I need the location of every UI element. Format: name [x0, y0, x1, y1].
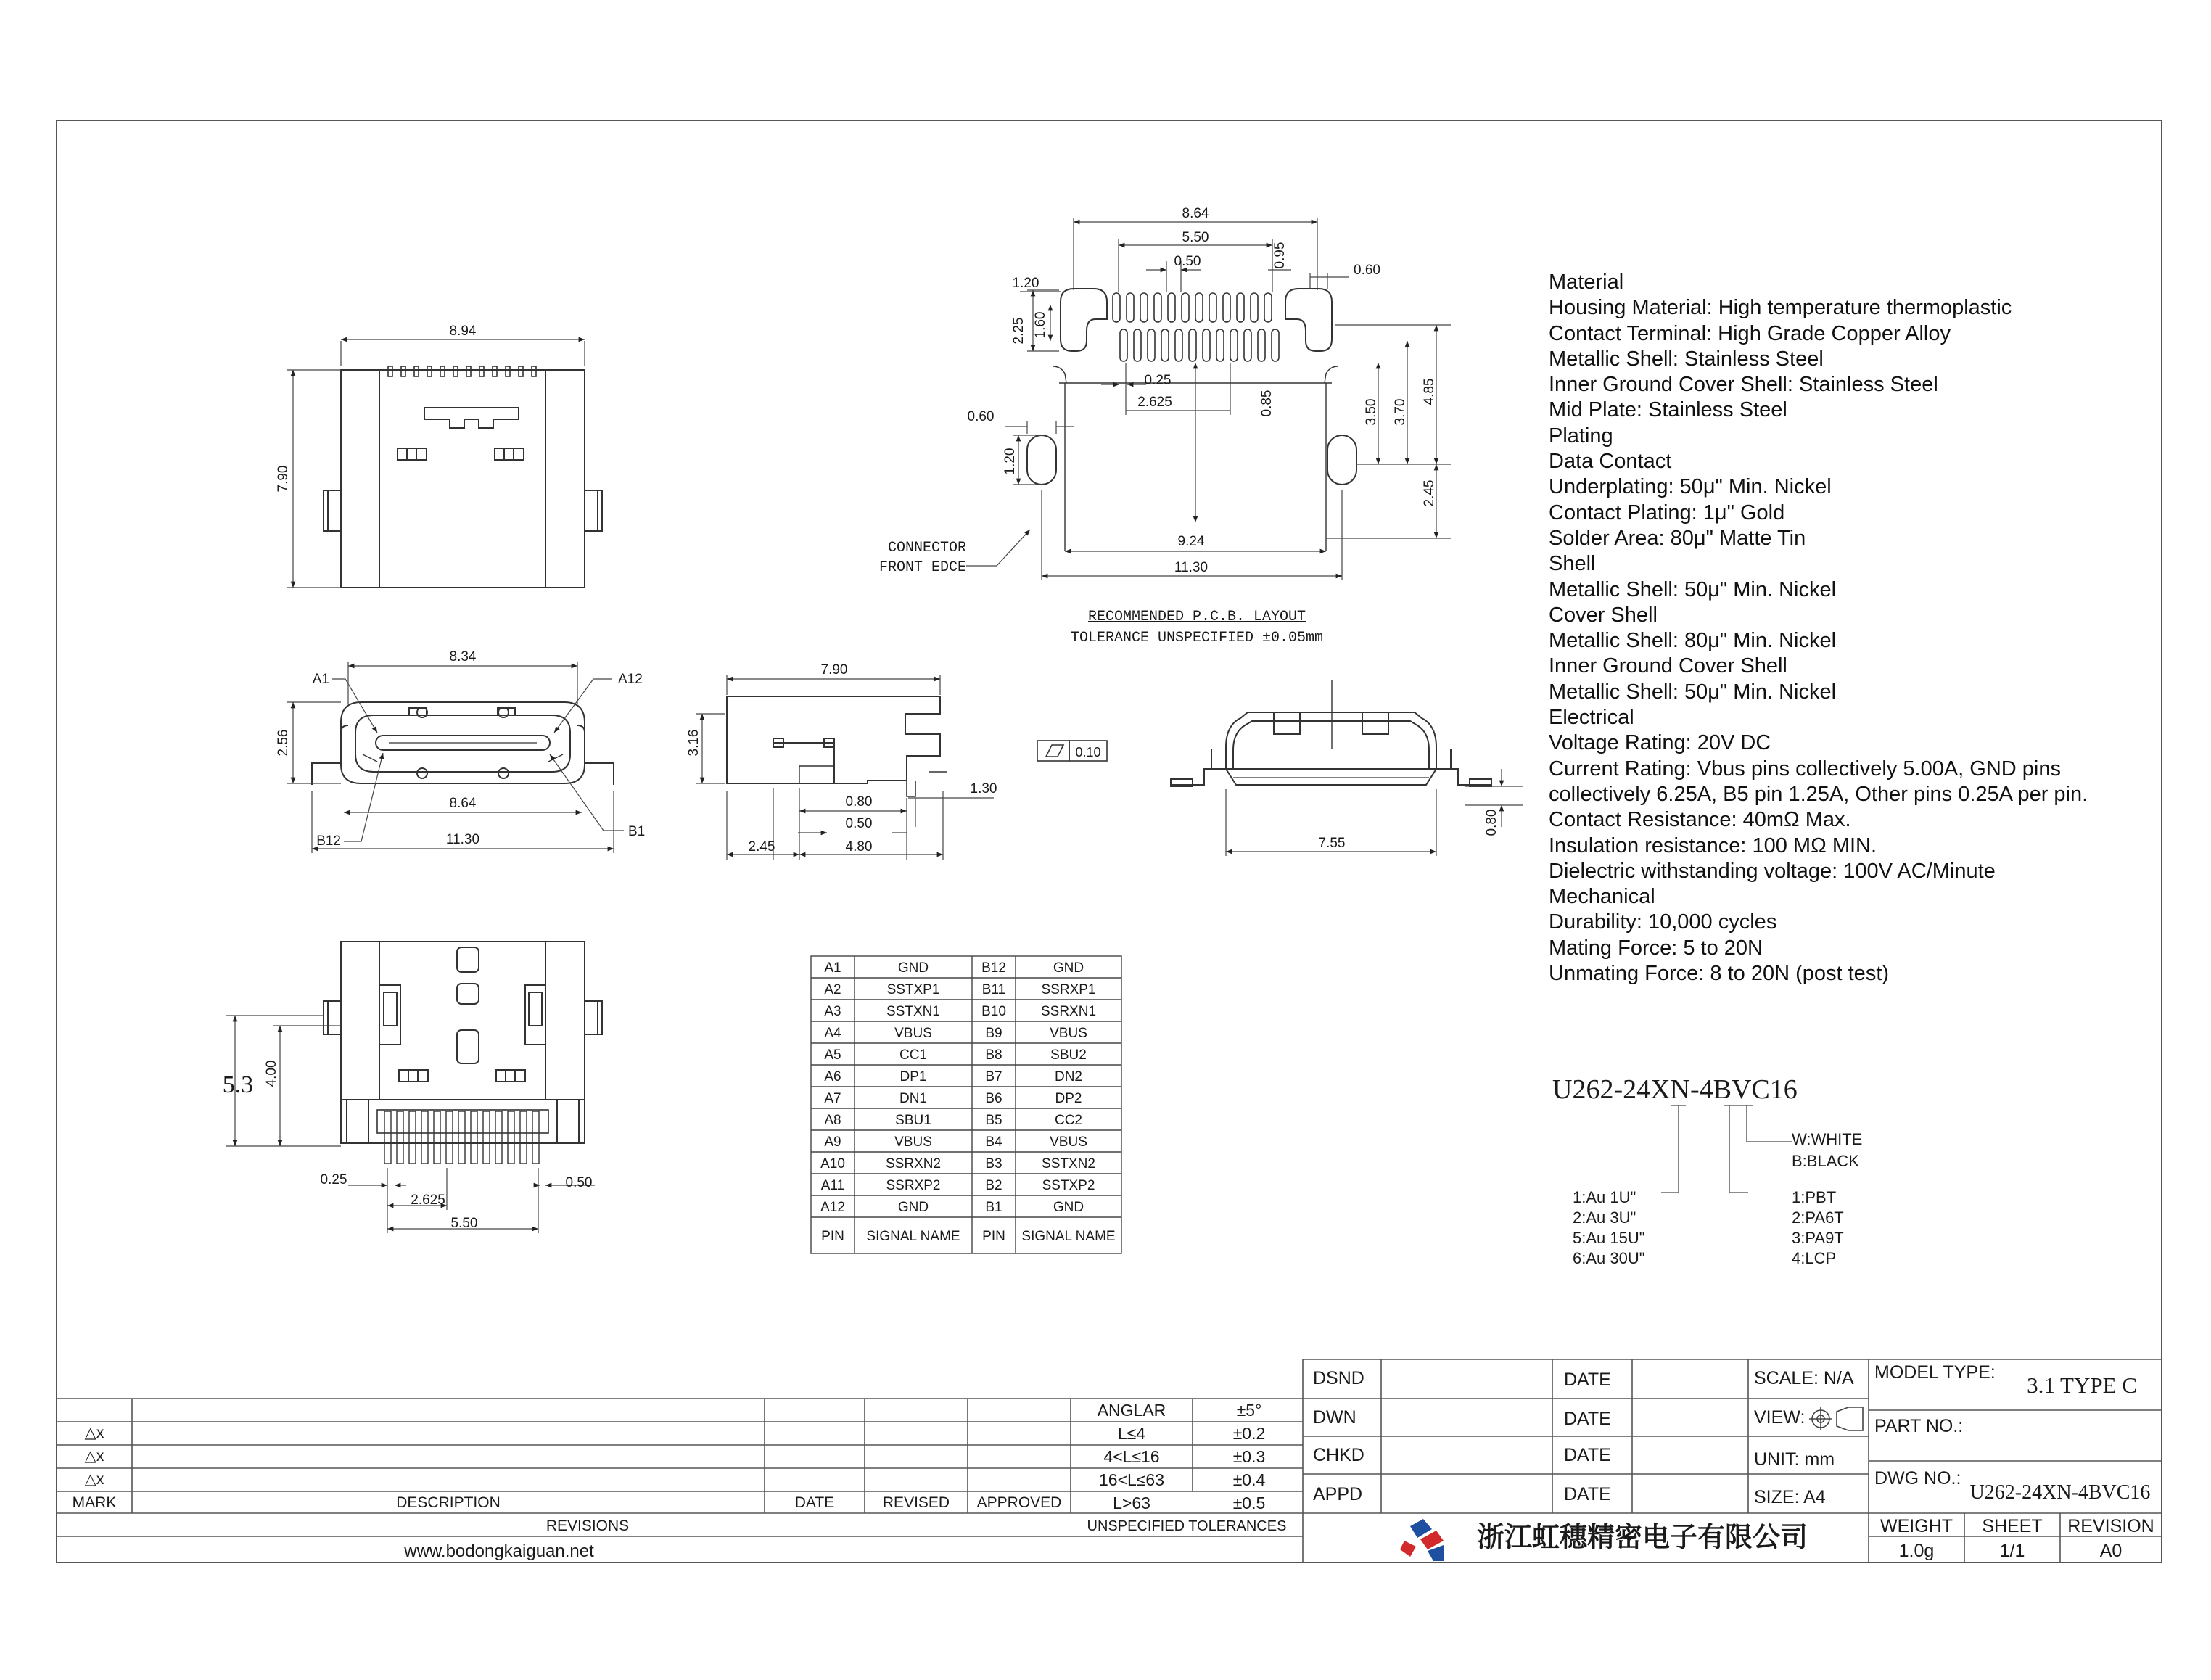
pcb-tolerance-note: TOLERANCE UNSPECIFIED ±0.05mm [1070, 630, 1324, 646]
svg-text:B3: B3 [985, 1156, 1002, 1172]
svg-text:PIN: PIN [982, 1229, 1005, 1244]
svg-text:5:Au 15U": 5:Au 15U" [1573, 1229, 1645, 1247]
svg-text:SBU1: SBU1 [895, 1113, 931, 1128]
spec-line: Metallic Shell: 50μ" Min. Nickel [1549, 680, 1837, 704]
svg-text:△x: △x [84, 1425, 104, 1441]
dim-right-height: 0.80 [1484, 809, 1499, 836]
svg-text:U262-24XN-4BVC16: U262-24XN-4BVC16 [1969, 1481, 2151, 1504]
right-view-dims [1226, 769, 1523, 856]
svg-text:1.30: 1.30 [970, 781, 997, 796]
svg-text:VBUS: VBUS [894, 1135, 932, 1150]
svg-text:DN1: DN1 [899, 1091, 928, 1106]
pin-table [820, 960, 1115, 1244]
part-code-options [1573, 1130, 1862, 1267]
svg-text:2.25: 2.25 [1011, 317, 1026, 345]
company-logo [1400, 1519, 1444, 1561]
svg-text:2.56: 2.56 [276, 729, 291, 757]
spec-line: Plating [1549, 424, 1613, 448]
spec-line: Mechanical [1549, 885, 1655, 909]
svg-text:3.1 TYPE C: 3.1 TYPE C [2027, 1372, 2137, 1398]
svg-text:B8: B8 [985, 1047, 1002, 1063]
spec-line: Data Contact [1549, 450, 1672, 474]
svg-text:0.60: 0.60 [1354, 263, 1380, 278]
svg-text:11.30: 11.30 [1174, 560, 1209, 575]
svg-text:A1: A1 [824, 960, 841, 976]
website: www.bodongkaiguan.net [404, 1541, 594, 1561]
svg-text:APPROVED: APPROVED [976, 1494, 1062, 1511]
spec-line: Cover Shell [1549, 603, 1658, 627]
pin-table-header [821, 1229, 1115, 1244]
specification-list [1549, 270, 2173, 987]
svg-text:0.50: 0.50 [565, 1175, 593, 1190]
front-view [312, 702, 614, 785]
svg-text:DN2: DN2 [1054, 1069, 1083, 1084]
svg-text:8.64: 8.64 [1182, 206, 1209, 221]
svg-text:2:Au 3U": 2:Au 3U" [1573, 1208, 1636, 1227]
spec-line: Metallic Shell: 80μ" Min. Nickel [1549, 629, 1837, 653]
svg-text:WEIGHT: WEIGHT [1880, 1516, 1953, 1536]
svg-text:0.95: 0.95 [1272, 242, 1288, 269]
svg-text:△x: △x [84, 1448, 104, 1465]
svg-text:A7: A7 [824, 1091, 841, 1106]
svg-text:B12: B12 [981, 960, 1006, 976]
svg-text:PART NO.:: PART NO.: [1874, 1416, 1964, 1436]
side-view [727, 696, 947, 796]
svg-text:GND: GND [897, 1200, 929, 1215]
pin-row [824, 960, 1084, 976]
spec-line: Mid Plate: Stainless Steel [1549, 398, 1787, 422]
svg-text:DSND: DSND [1313, 1368, 1364, 1388]
spec-line: Durability: 10,000 cycles [1549, 910, 1777, 934]
svg-text:1.0g: 1.0g [1898, 1541, 1935, 1561]
dim-top-width: 8.94 [449, 324, 477, 339]
svg-text:DATE: DATE [1564, 1409, 1611, 1429]
pcb-dim-labels [968, 206, 1437, 575]
svg-text:A9: A9 [824, 1135, 841, 1150]
svg-text:UNIT: mm: UNIT: mm [1754, 1449, 1835, 1470]
svg-text:6:Au 30U": 6:Au 30U" [1573, 1249, 1645, 1267]
svg-text:0.50: 0.50 [845, 816, 873, 831]
svg-text:4.80: 4.80 [845, 839, 873, 855]
svg-text:16<L≤63: 16<L≤63 [1098, 1470, 1165, 1489]
svg-text:DWG NO.:: DWG NO.: [1874, 1468, 1961, 1488]
svg-text:ANGLAR: ANGLAR [1097, 1401, 1166, 1420]
svg-text:1:Au 1U": 1:Au 1U" [1573, 1188, 1636, 1206]
svg-text:B2: B2 [985, 1178, 1002, 1193]
svg-text:A1: A1 [312, 672, 329, 687]
svg-text:5.3: 5.3 [222, 1071, 254, 1098]
pcb-layout [1027, 289, 1356, 551]
spec-line: Material [1549, 271, 1624, 294]
svg-text:DATE: DATE [1564, 1484, 1611, 1504]
side-view-dims [696, 675, 994, 860]
tolerance-table [1087, 1401, 1287, 1534]
pin-row [824, 1091, 1082, 1106]
svg-text:REVISION: REVISION [2067, 1516, 2154, 1536]
svg-text:B12: B12 [316, 833, 341, 849]
spec-line: Metallic Shell: Stainless Steel [1549, 347, 1824, 371]
svg-text:SSTXP2: SSTXP2 [1042, 1178, 1095, 1193]
svg-text:3.70: 3.70 [1393, 398, 1408, 426]
view-projection-icon [1809, 1407, 1863, 1430]
svg-text:A0: A0 [2099, 1541, 2123, 1561]
svg-text:8.64: 8.64 [449, 796, 477, 811]
svg-text:SSTXP1: SSTXP1 [886, 982, 940, 997]
svg-text:DESCRIPTION: DESCRIPTION [396, 1494, 501, 1511]
pin-row [824, 982, 1095, 997]
spec-line: Contact Terminal: High Grade Copper Alloy [1549, 321, 1951, 345]
spec-line: Contact Plating: 1μ" Gold [1549, 501, 1785, 524]
spec-line: Housing Material: High temperature thermoplastic [1549, 296, 2012, 320]
svg-text:SSRXP2: SSRXP2 [886, 1178, 941, 1193]
svg-text:VIEW:: VIEW: [1754, 1407, 1806, 1428]
svg-text:B4: B4 [985, 1135, 1002, 1150]
svg-text:3:PA9T: 3:PA9T [1792, 1229, 1844, 1247]
title-block-text [1313, 1362, 2154, 1561]
top-view-dims [287, 339, 585, 588]
spec-line: Dielectric withstanding voltage: 100V AC/Minute [1549, 859, 1996, 883]
svg-text:0.50: 0.50 [1174, 254, 1201, 269]
svg-text:A11: A11 [820, 1178, 845, 1193]
svg-text:SIZE: A4: SIZE: A4 [1754, 1487, 1826, 1507]
svg-text:A6: A6 [824, 1069, 841, 1084]
svg-text:W:WHITE: W:WHITE [1792, 1130, 1863, 1148]
side-view-labels [686, 662, 997, 855]
spec-line: Electrical [1549, 706, 1634, 730]
flatness-value: 0.10 [1075, 745, 1101, 759]
svg-text:±0.3: ±0.3 [1232, 1447, 1266, 1466]
svg-text:2.625: 2.625 [1137, 395, 1172, 410]
pin-row [824, 1069, 1082, 1084]
front-view-labels [276, 649, 645, 849]
top-view [324, 366, 602, 588]
spec-line: Solder Area: 80μ" Matte Tin [1549, 526, 1806, 550]
pin-row [824, 1113, 1082, 1128]
part-code: U262-24XN-4BVC16 [1552, 1074, 1798, 1105]
svg-text:2:PA6T: 2:PA6T [1792, 1208, 1844, 1227]
svg-text:DWN: DWN [1313, 1407, 1356, 1428]
svg-text:SBU2: SBU2 [1050, 1047, 1087, 1063]
svg-text:DATE: DATE [1564, 1370, 1611, 1390]
svg-text:B1: B1 [628, 824, 646, 839]
dim-right-width: 7.55 [1318, 836, 1346, 851]
svg-text:5.50: 5.50 [450, 1216, 478, 1231]
svg-text:DATE: DATE [1564, 1445, 1611, 1465]
dim-top-height: 7.90 [276, 465, 291, 493]
svg-text:MARK: MARK [72, 1494, 117, 1511]
svg-text:B11: B11 [981, 982, 1006, 997]
svg-text:A12: A12 [820, 1200, 845, 1215]
svg-text:SHEET: SHEET [1982, 1516, 2043, 1536]
svg-text:GND: GND [897, 960, 929, 976]
spec-line: Unmating Force: 8 to 20N (post test) [1549, 962, 1890, 986]
svg-text:CC1: CC1 [899, 1047, 928, 1063]
svg-text:±0.4: ±0.4 [1232, 1470, 1266, 1489]
svg-text:SSRXP1: SSRXP1 [1041, 982, 1096, 997]
spec-line: Shell [1549, 552, 1596, 576]
svg-text:REVISIONS: REVISIONS [545, 1518, 630, 1534]
svg-text:±5°: ±5° [1236, 1401, 1262, 1420]
svg-text:SCALE: N/A: SCALE: N/A [1754, 1368, 1854, 1388]
svg-text:1.20: 1.20 [1012, 276, 1039, 291]
svg-text:±0.5: ±0.5 [1232, 1494, 1266, 1512]
svg-text:2.45: 2.45 [1422, 479, 1437, 507]
svg-text:0.60: 0.60 [967, 409, 995, 424]
svg-text:L>63: L>63 [1113, 1494, 1150, 1512]
svg-text:9.24: 9.24 [1177, 534, 1205, 549]
spec-line: collectively 6.25A, B5 pin 1.25A, Other pins 0.25A per pin. [1549, 782, 2088, 806]
svg-text:11.30: 11.30 [445, 832, 480, 847]
spec-line: Voltage Rating: 20V DC [1549, 731, 1771, 755]
svg-text:0.85: 0.85 [1259, 390, 1275, 417]
svg-text:1/1: 1/1 [1999, 1541, 2025, 1561]
svg-text:VBUS: VBUS [894, 1026, 932, 1041]
svg-text:REVISED: REVISED [882, 1494, 950, 1511]
connector-front-label: CONNECTOR [887, 540, 966, 556]
svg-text:GND: GND [1053, 960, 1084, 976]
spec-line: Insulation resistance: 100 MΩ MIN. [1549, 833, 1877, 857]
svg-text:3.16: 3.16 [686, 729, 701, 757]
svg-text:DP2: DP2 [1055, 1091, 1082, 1106]
pin-row [824, 1004, 1096, 1019]
svg-text:CHKD: CHKD [1313, 1445, 1364, 1465]
svg-text:DP1: DP1 [899, 1069, 927, 1084]
svg-text:B1: B1 [985, 1200, 1002, 1215]
pin-row [824, 1135, 1087, 1150]
svg-text:A4: A4 [824, 1026, 841, 1041]
svg-text:UNSPECIFIED TOLERANCES: UNSPECIFIED TOLERANCES [1087, 1518, 1287, 1534]
company-name: 浙江虹穗精密电子有限公司 [1477, 1523, 1808, 1553]
svg-text:B10: B10 [981, 1004, 1006, 1019]
spec-line: Metallic Shell: 50μ" Min. Nickel [1549, 577, 1837, 601]
svg-text:APPD: APPD [1313, 1484, 1363, 1504]
svg-text:SSRXN1: SSRXN1 [1040, 1004, 1097, 1019]
svg-text:A2: A2 [824, 982, 841, 997]
svg-text:8.34: 8.34 [449, 649, 477, 664]
svg-text:B7: B7 [985, 1069, 1002, 1084]
pin-row [821, 1178, 1095, 1193]
svg-text:VBUS: VBUS [1050, 1135, 1087, 1150]
pin-row [824, 1026, 1087, 1041]
svg-text:3.50: 3.50 [1364, 398, 1379, 426]
svg-text:4.85: 4.85 [1422, 378, 1437, 405]
svg-text:7.90: 7.90 [820, 662, 848, 678]
spec-line: Current Rating: Vbus pins collectively 5.00A, GND pins [1549, 757, 2061, 781]
svg-text:0.25: 0.25 [1144, 373, 1172, 388]
svg-text:1:PBT: 1:PBT [1792, 1188, 1837, 1206]
svg-text:MODEL TYPE:: MODEL TYPE: [1874, 1362, 1996, 1383]
svg-text:SIGNAL NAME: SIGNAL NAME [1021, 1229, 1116, 1244]
svg-text:SSRXN2: SSRXN2 [885, 1156, 942, 1172]
svg-text:A3: A3 [824, 1004, 841, 1019]
svg-text:VBUS: VBUS [1050, 1026, 1087, 1041]
bottom-view [324, 942, 602, 1164]
pcb-layout-title: RECOMMENDED P.C.B. LAYOUT [1087, 609, 1306, 625]
svg-text:SSTXN1: SSTXN1 [886, 1004, 940, 1019]
svg-text:B9: B9 [985, 1026, 1002, 1041]
svg-text:4<L≤16: 4<L≤16 [1103, 1447, 1160, 1466]
spec-line: Mating Force: 5 to 20N [1549, 936, 1763, 960]
svg-text:L≤4: L≤4 [1117, 1424, 1146, 1443]
right-view [1171, 680, 1491, 786]
svg-text:4.00: 4.00 [264, 1060, 279, 1087]
svg-text:A10: A10 [820, 1156, 845, 1172]
spec-line: Underplating: 50μ" Min. Nickel [1549, 475, 1832, 499]
svg-text:B5: B5 [985, 1113, 1002, 1128]
svg-text:DATE: DATE [794, 1494, 835, 1511]
svg-text:PIN: PIN [821, 1229, 844, 1244]
spec-line: Inner Ground Cover Shell: Stainless Steel [1549, 373, 1938, 397]
svg-text:A12: A12 [618, 672, 643, 687]
front-view-dims [287, 662, 624, 853]
pin-row [820, 1200, 1084, 1215]
svg-text:B6: B6 [985, 1091, 1002, 1106]
svg-text:1.60: 1.60 [1033, 311, 1048, 339]
svg-text:CC2: CC2 [1054, 1113, 1083, 1128]
svg-text:SIGNAL NAME: SIGNAL NAME [866, 1229, 960, 1244]
svg-text:0.80: 0.80 [845, 794, 873, 810]
svg-text:0.25: 0.25 [320, 1172, 347, 1187]
svg-text:5.50: 5.50 [1182, 230, 1209, 245]
pin-row [820, 1156, 1095, 1172]
svg-text:A8: A8 [824, 1113, 841, 1128]
svg-text:2.45: 2.45 [748, 839, 775, 855]
connector-front-label-2: FRONT EDCE [878, 559, 966, 576]
svg-text:△x: △x [84, 1471, 104, 1488]
pin-row [824, 1047, 1086, 1063]
spec-line: Contact Resistance: 40mΩ Max. [1549, 808, 1851, 832]
svg-text:±0.2: ±0.2 [1232, 1424, 1266, 1443]
svg-text:SSTXN2: SSTXN2 [1042, 1156, 1095, 1172]
svg-text:A5: A5 [824, 1047, 841, 1063]
spec-line: Inner Ground Cover Shell [1549, 654, 1787, 678]
svg-text:B:BLACK: B:BLACK [1792, 1152, 1859, 1170]
svg-text:GND: GND [1053, 1200, 1084, 1215]
svg-text:1.20: 1.20 [1002, 448, 1018, 475]
svg-text:2.625: 2.625 [411, 1193, 445, 1208]
svg-text:4:LCP: 4:LCP [1792, 1249, 1837, 1267]
part-code-leaders [1661, 1105, 1792, 1193]
